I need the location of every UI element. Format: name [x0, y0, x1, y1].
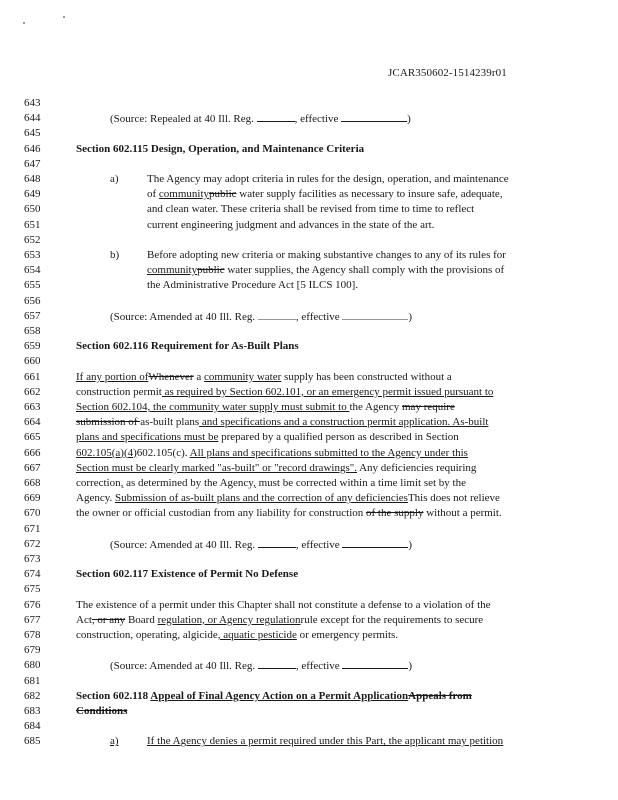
fill-in-blank — [342, 658, 408, 669]
line-text — [76, 506, 502, 520]
line-number: 662 — [24, 385, 41, 398]
text-run: water supplies, the Agency shall comply with the provisions of — [224, 264, 505, 277]
line-text — [76, 339, 299, 353]
line-number: 649 — [24, 188, 41, 201]
line-number: 656 — [24, 294, 41, 307]
line-number: 659 — [24, 340, 41, 353]
text-run: a — [193, 370, 204, 383]
line-text — [76, 613, 483, 627]
line-number: 680 — [24, 659, 41, 672]
line-text — [76, 400, 455, 414]
line-number: 664 — [24, 416, 41, 429]
fill-in-blank — [342, 309, 408, 320]
line-number: 671 — [24, 522, 41, 535]
line-text — [76, 370, 452, 384]
line-text — [147, 734, 503, 748]
line-text — [76, 461, 476, 475]
deleted-text: , or any — [91, 613, 126, 626]
text-run: This does not relieve — [407, 492, 500, 505]
line-text — [110, 658, 412, 673]
line-text — [76, 415, 488, 429]
line-number: 661 — [24, 370, 41, 383]
line-number: 673 — [24, 553, 41, 565]
text-run: construction permit — [76, 385, 162, 398]
line-text — [76, 628, 398, 642]
line-number: 660 — [24, 355, 41, 368]
subsection-label: a) — [110, 173, 119, 185]
line-number: 681 — [24, 674, 41, 687]
text-run: of — [147, 188, 159, 201]
line-number: 658 — [24, 325, 41, 337]
line-text — [76, 476, 466, 490]
line-number: 645 — [24, 127, 41, 140]
text-run: without a permit. — [423, 507, 502, 520]
text-run: the owner or official custodian from any liability for construction — [76, 507, 366, 520]
inserted-text: and specifications and a construction permit application. As-built — [199, 416, 489, 429]
text-run: (Source: Amended at 40 Ill. Reg. — [110, 538, 258, 551]
text-run: the Administrative Procedure Act [5 ILCS 100]. — [147, 279, 359, 292]
text-run: ) — [407, 113, 411, 126]
line-text — [76, 567, 298, 581]
line-number: 663 — [24, 401, 41, 413]
inserted-text: , aquatic pesticide — [217, 629, 297, 641]
text-run: Board — [125, 613, 158, 626]
line-number: 652 — [24, 233, 41, 246]
line-number: 657 — [24, 309, 41, 322]
deleted-text: Appeals from — [408, 689, 472, 702]
line-number: 679 — [24, 644, 41, 657]
inserted-text: Appeal of Final Agency Action on a Permit Application — [150, 689, 409, 702]
deleted-text: may require — [402, 401, 455, 413]
line-number: 665 — [24, 431, 41, 444]
line-number: 675 — [24, 583, 41, 596]
fill-in-blank — [341, 111, 407, 122]
text-run: , effective — [294, 113, 342, 126]
document-id: JCAR350602-1514239r01 — [388, 67, 507, 79]
line-number: 685 — [24, 735, 41, 748]
text-run: ) — [408, 310, 413, 323]
text-run: ) — [408, 660, 413, 673]
line-text — [76, 598, 491, 612]
line-text — [76, 385, 493, 399]
text-run: construction, operating, algicide — [76, 629, 218, 641]
text-run: or emergency permits. — [296, 629, 399, 641]
line-number: 668 — [24, 477, 41, 489]
line-number: 646 — [24, 142, 41, 155]
deleted-text: Conditions — [76, 705, 128, 717]
subsection-label: b) — [110, 249, 120, 261]
text-run: prepared by a qualified person as described in Section — [218, 431, 459, 444]
line-text — [110, 111, 411, 126]
fill-in-blank — [342, 537, 408, 548]
text-run: 602.105(c). — [136, 446, 190, 459]
inserted-text: community — [158, 188, 210, 201]
fill-in-blank — [258, 658, 296, 669]
line-text — [76, 689, 472, 703]
line-number: 670 — [24, 507, 41, 520]
line-text — [147, 278, 358, 292]
subsection-label: a) — [110, 735, 119, 748]
inserted-text: Section 602.104, the community water supply must submit to — [76, 401, 350, 413]
text-run: , effective — [295, 660, 343, 673]
inserted-text: , — [253, 477, 256, 489]
line-number: 683 — [24, 705, 41, 717]
line-text — [110, 537, 412, 552]
text-run: current engineering judgment and advances in the state of the art. — [147, 218, 435, 231]
line-number: 666 — [24, 446, 41, 459]
line-number: 648 — [24, 173, 41, 185]
line-text — [76, 430, 459, 444]
line-number: 684 — [24, 720, 41, 733]
line-text — [76, 142, 364, 156]
inserted-text: community water — [204, 370, 282, 383]
text-run: the Agency — [349, 401, 402, 413]
line-text — [76, 491, 500, 505]
inserted-text: as required by Section 602.101, or an emergency permit issued pursuant to — [161, 385, 494, 398]
text-run: Section 602.118 — [76, 689, 151, 702]
line-text — [110, 309, 412, 324]
text-run: The existence of a permit under this Chapter shall not constitute a defense to a violation of the — [76, 598, 491, 611]
inserted-text: plans and specifications must be — [76, 431, 219, 444]
text-run: Section 602.115 Design, Operation, and Maintenance Criteria — [76, 142, 365, 155]
text-run: and clean water. These criteria shall be revised from time to time to reflect — [147, 203, 475, 216]
line-number: 654 — [24, 264, 41, 277]
inserted-text: regulation, or Agency regulation — [157, 613, 301, 626]
text-run: supply has been constructed without a — [281, 370, 452, 383]
line-number: 678 — [24, 629, 41, 641]
inserted-text: 602.105(a)(4) — [76, 446, 137, 459]
inserted-text: If any portion of — [76, 370, 149, 383]
text-run: as determined by the Agency — [123, 477, 254, 489]
text-run: Section 602.117 Existence of Permit No Defense — [76, 568, 299, 581]
scan-speck — [63, 16, 65, 18]
fill-in-blank — [258, 309, 296, 320]
line-number: 676 — [24, 598, 41, 611]
line-number: 651 — [24, 218, 41, 231]
scan-speck — [23, 22, 25, 24]
line-number: 650 — [24, 203, 41, 216]
line-text — [147, 248, 506, 262]
line-text — [147, 172, 509, 186]
inserted-text: All plans and specifications submitted to the Agency under this — [189, 446, 468, 459]
text-run: Act — [76, 613, 92, 626]
line-number: 667 — [24, 461, 41, 474]
inserted-text: Section must be clearly marked "as-built" or "record drawings". — [76, 461, 357, 474]
inserted-text: community — [147, 264, 198, 277]
fill-in-blank — [258, 537, 296, 548]
text-run: (Source: Amended at 40 Ill. Reg. — [110, 310, 258, 323]
text-run: Agency. — [76, 492, 115, 505]
deleted-text: public — [197, 264, 225, 277]
deleted-text: of the supply — [366, 507, 424, 520]
line-text — [147, 263, 504, 277]
line-number: 643 — [24, 97, 41, 109]
line-number: 653 — [24, 249, 41, 261]
line-number: 672 — [24, 537, 41, 550]
line-number: 647 — [24, 157, 41, 170]
fill-in-blank — [257, 111, 295, 122]
text-run: , effective — [295, 310, 343, 323]
line-number: 644 — [24, 112, 41, 125]
text-run: rule except for the requirements to secure — [300, 613, 484, 626]
text-run: ) — [408, 538, 413, 551]
deleted-text: Whenever — [148, 370, 194, 383]
text-run: , effective — [295, 538, 343, 551]
line-number: 677 — [24, 613, 41, 626]
text-run: Any deficiencies requiring — [356, 461, 477, 474]
text-run: Section 602.116 Requirement for As-Built Plans — [76, 340, 299, 353]
line-text — [76, 704, 127, 718]
line-text — [147, 202, 474, 216]
text-run: as-built plans — [140, 416, 200, 429]
line-number: 674 — [24, 568, 41, 581]
inserted-text: Submission of as-built plans and the correction of any deficiencies — [115, 492, 408, 505]
inserted-text: If the Agency denies a permit required under this Part, the applicant may petition — [147, 735, 504, 748]
line-number: 669 — [24, 492, 41, 505]
text-run: (Source: Amended at 40 Ill. Reg. — [110, 660, 258, 673]
line-number: 655 — [24, 279, 41, 292]
line-text — [147, 218, 434, 232]
text-run: water supply facilities as necessary to insure safe, adequate, — [236, 188, 503, 201]
inserted-text: , — [120, 477, 124, 489]
deleted-text: public — [209, 188, 237, 201]
text-run: correction — [76, 477, 121, 489]
line-text — [76, 446, 468, 460]
text-run: The Agency may adopt criteria in rules for the design, operation, and maintenance — [147, 173, 509, 185]
deleted-text: submission of — [76, 416, 141, 429]
line-text — [147, 187, 503, 201]
line-number: 682 — [24, 689, 41, 702]
text-run: must be corrected within a time limit set by the — [255, 477, 466, 489]
text-run: Before adopting new criteria or making substantive changes to any of its rules for — [147, 249, 506, 261]
text-run: (Source: Repealed at 40 Ill. Reg. — [110, 113, 257, 126]
